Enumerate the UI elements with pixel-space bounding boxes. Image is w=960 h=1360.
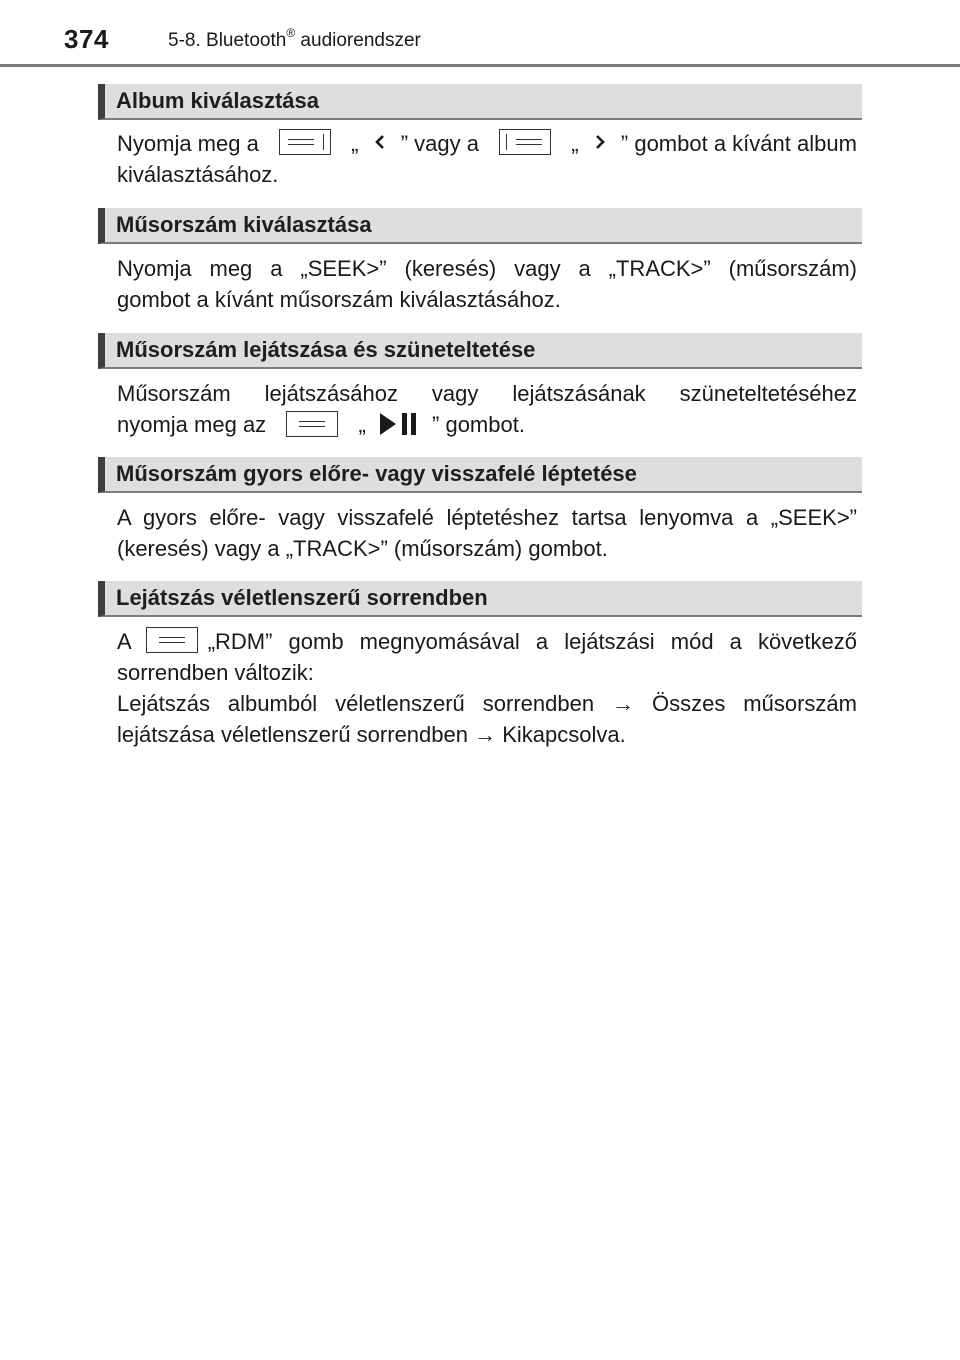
- text-line: Műsorszám lejátszásához vagy lejátszásának szüneteltetéséhez: [117, 381, 857, 406]
- text-line: lejátszása véletlenszerű sorrendben → Kikapcsolva.: [117, 722, 626, 747]
- paragraph-track: [117, 253, 857, 315]
- text-line: A „RDM” gomb megnyomásával a lejátszási mód a következő: [117, 626, 857, 657]
- tune-button-icon: [279, 129, 331, 155]
- play-pause-icon: [378, 411, 420, 437]
- section-heading-random: Lejátszás véletlenszerű sorrendben: [98, 581, 862, 617]
- text-line: gombot a kívánt műsorszám kiválasztásához.: [117, 287, 561, 312]
- paragraph-play-pause: [117, 378, 857, 440]
- text-line: nyomja meg az „ ” gombot.: [117, 412, 525, 437]
- chevron-right-icon: [593, 133, 607, 151]
- text-line: Nyomja meg a „ ” vagy a „ ” gombot a kívánt album: [117, 128, 857, 159]
- text-line: sorrendben változik:: [117, 660, 314, 685]
- section-heading-album: Album kiválasztása: [98, 84, 862, 120]
- chapter-title: 5-8. Bluetooth® audiorendszer: [168, 26, 421, 51]
- text-line: Lejátszás albumból véletlenszerű sorrendben → Összes műsorszám: [117, 691, 857, 716]
- header-rule: [0, 64, 960, 67]
- play-button-icon: [286, 411, 338, 437]
- page-header: [0, 0, 960, 70]
- paragraph-random: [117, 626, 857, 750]
- page-number: 374: [64, 24, 109, 54]
- rdm-button-icon: [146, 627, 198, 653]
- text-line: kiválasztásához.: [117, 162, 279, 187]
- section-heading-play-pause: Műsorszám lejátszása és szüneteltetése: [98, 333, 862, 369]
- text-line: (keresés) vagy a „TRACK>” (műsorszám) gombot.: [117, 536, 608, 561]
- text-line: A gyors előre- vagy visszafelé léptetéshez tartsa lenyomva a „SEEK>”: [117, 505, 857, 530]
- section-heading-fast: Műsorszám gyors előre- vagy visszafelé léptetése: [98, 457, 862, 493]
- tune-button-icon: [499, 129, 551, 155]
- section-heading-track: Műsorszám kiválasztása: [98, 208, 862, 244]
- chevron-left-icon: [373, 133, 387, 151]
- text-line: Nyomja meg a „SEEK>” (keresés) vagy a „TRACK>” (műsorszám): [117, 256, 857, 281]
- paragraph-fast: [117, 502, 857, 564]
- paragraph-album: [117, 128, 857, 190]
